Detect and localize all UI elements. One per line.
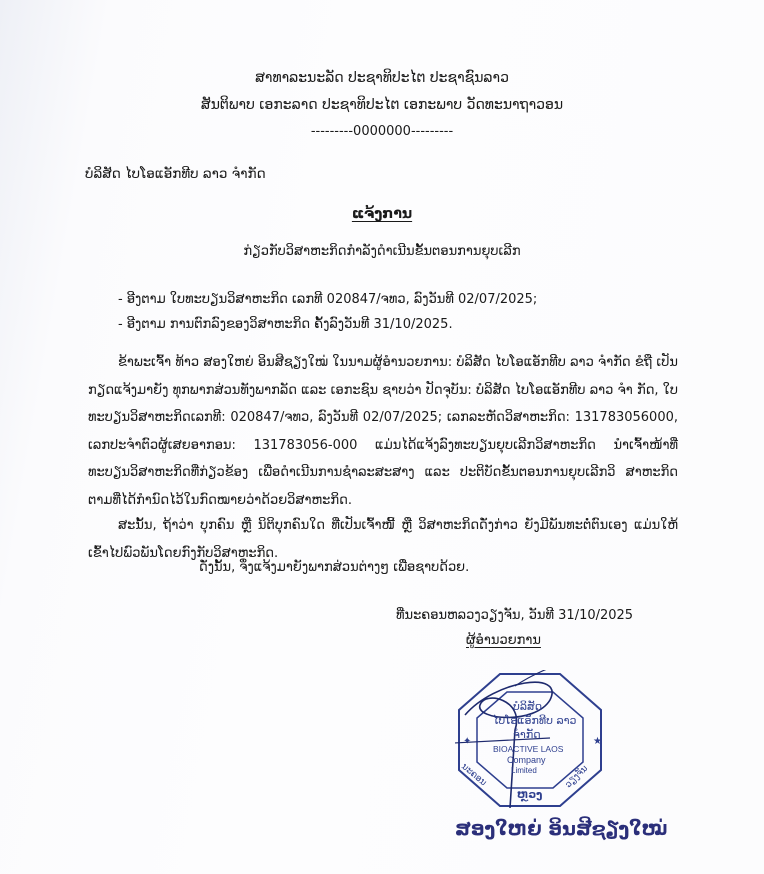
reference-item: - ອີງຕາມ ການຕົກລົງຂອງວິສາຫະກິດ ຄັ້ງລົງວັນທີ 31/10/2025. (118, 317, 453, 332)
document-title: ແຈ້ງການ (351, 206, 413, 222)
star-icon: ✦ (463, 736, 472, 747)
stamp-ring-right: ວຽງຈັນ (563, 763, 591, 791)
body-paragraph-3: ດັ່ງນັ້ນ, ຈຶ່ງແຈ້ງມາຍັງພາກສ່ວນຕ່າງໆ ເພື່ອຊາບດ້ວຍ. (199, 560, 470, 575)
reference-item: - ອີງຕາມ ໃບທະບຽນວິສາຫະກິດ ເລກທີ 020847/ຈທວ, ລົງວັນທີ 02/07/2025; (118, 292, 538, 307)
stamp-lao-line3: ຈຳກັດ (513, 728, 541, 741)
company-name: ບໍລິສັດ ໄບໂອແອັກທີບ ລາວ ຈຳກັດ (85, 166, 266, 182)
national-header-line2: ສັນຕິພາບ ເອກະລາດ ປະຊາທິປະໄຕ ເອກະພາບ ວັດທະນາຖາວອນ (200, 97, 564, 113)
stamp-ring-bottom: ຫຼວງ (517, 788, 543, 801)
star-icon: ★ (593, 736, 602, 747)
stamp-en-line3: Limited (511, 766, 537, 775)
stamp-ring-left: ນະຄອນ (459, 761, 489, 789)
signatory-position: ຜູ້ອຳນວຍການ (466, 633, 541, 648)
national-header-line1: ສາທາລະນະລັດ ປະຊາທິປະໄຕ ປະຊາຊົນລາວ (255, 70, 509, 86)
stamp-en-line1: BIOACTIVE LAOS (493, 744, 564, 754)
body-paragraph-2: ສະນັ້ນ, ຖ້າວ່າ ບຸກຄົນ ຫຼື ນິຕິບຸກຄົນໃດ ທີ່ເປັນເຈົ້າໜີ້ ຫຼື ວິສາຫະກິດດັ່ງກ່າວ ຍັງມີພັນທະຕໍ່ຕົນເອງ ແມ່ນໃຫ້ ເຂົ້າໄປພົວພັນໂດຍກົງກັບວິສາຫະກິດ. (88, 518, 678, 561)
stamp-lao-line1: ບໍລິສັດ (513, 700, 543, 713)
body-paragraph-1: ຂ້າພະເຈົ້າ ທ້າວ ສອງໃຫຍ່ ອິນສີຊຽງໃໝ່ ໃນນາມຜູ້ອຳນວຍການ: ບໍລິສັດ ໄບໂອແອັກທີບ ລາວ ຈຳກັດ ຂໍຖື ເປັນກຽດແຈ້ງມາຍັງ ທຸກພາກສ່ວນທັງພາກລັດ ແລະ ເອກະຊົນ ຊາບວ່າ ປັດຈຸບັນ: ບໍລິສັດ ໄບໂອແອັກທີບ ລາວ ຈຳ ກັດ, ໃບທະບຽນວິສາຫະກິດເລກທີ: 020847/ຈທວ, ລົງວັນທີ 02/07/2025; ເລກລະຫັດວິສາຫະກິດ: 131783056000, ເລກປະຈຳຕົວຜູ້ເສຍອາກອນ: 131783056-000 ແມ່ນໄດ້ແຈ້ງລົງທະບຽນຍຸບເລີກວິສາຫະກິດ ນຳເຈົ້າໜ້າທີ່ທະບຽນວິສາຫະກິດທີ່ກ່ຽວຂ້ອງ ເພື່ອດຳເນີນການຊຳລະສະສາງ ແລະ ປະຕິບັດຂັ້ນຕອນການຍຸບເລີກວິ ສາຫະກິດ ຕາມທີ່ໄດ້ກຳນົດໄວ້ໃນກົດໝາຍວ່າດ້ວຍວິສາຫະກິດ. (88, 355, 678, 508)
signatory-name: ສອງໃຫຍ່ ອິນສີຊຽງໃໝ່ (455, 818, 668, 840)
company-stamp (455, 670, 605, 810)
place-date: ທີ່ນະຄອນຫລວງວຽງຈັນ, ວັນທີ 31/10/2025 (396, 608, 634, 623)
document-subtitle: ກ່ຽວກັບວິສາຫະກິດກຳລັງດຳເນີນຂັ້ນຕອນການຍຸບເລີກ (243, 244, 521, 259)
header-separator: ---------0000000--------- (310, 124, 454, 139)
stamp-en-line2: Company (507, 755, 546, 765)
stamp-lao-line2: ໄບໂອແອັກທີບ ລາວ (493, 714, 577, 727)
